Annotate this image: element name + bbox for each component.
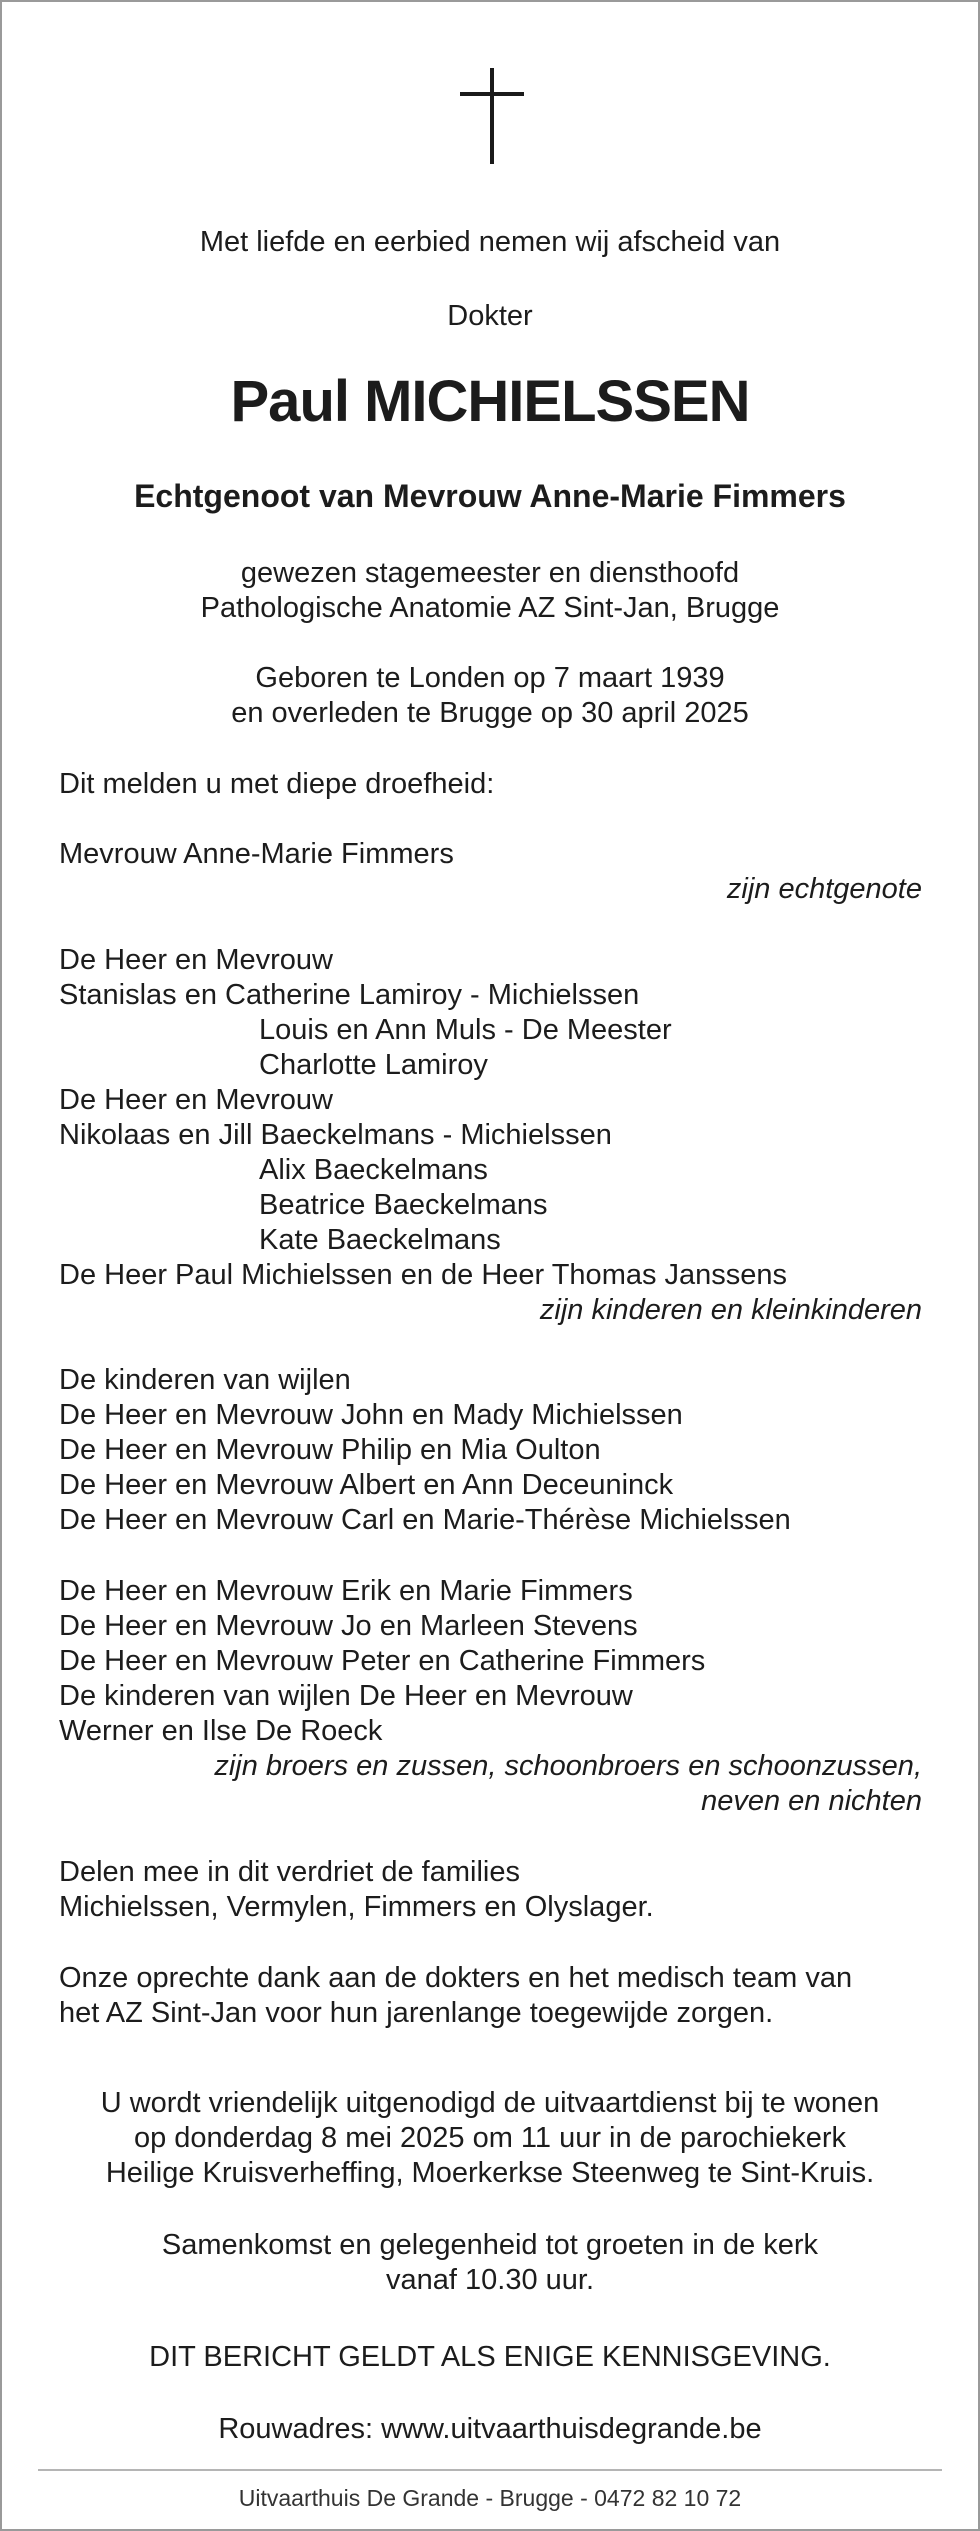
funeral-line: U wordt vriendelijk uitgenodigd de uitvaartdienst bij te wonen bbox=[100, 2087, 880, 2119]
footer-divider bbox=[38, 2469, 942, 2471]
spouse-name: Mevrouw Anne-Marie Fimmers bbox=[59, 838, 454, 870]
grandchild-line: Alix Baeckelmans bbox=[259, 1154, 488, 1186]
intro-text: Met liefde en eerbied nemen wij afscheid van bbox=[199, 226, 781, 258]
children-line: De Heer Paul Michielssen en de Heer Thomas Janssens bbox=[59, 1259, 788, 1291]
siblings-role: zijn broers en zussen, schoonbroers en schoonzussen, bbox=[214, 1750, 922, 1782]
children-line: Stanislas en Catherine Lamiroy - Michielssen bbox=[59, 979, 640, 1011]
footer-text: Uitvaarthuis De Grande - Brugge - 0472 82 10 72 bbox=[238, 2485, 742, 2511]
address-text: Rouwadres: www.uitvaarthuisdegrande.be bbox=[218, 2413, 762, 2445]
children-role: zijn kinderen en kleinkinderen bbox=[539, 1294, 922, 1326]
birth-line: Geboren te Londen op 7 maart 1939 bbox=[255, 662, 725, 694]
sibling-line: De Heer en Mevrouw Philip en Mia Oulton bbox=[59, 1434, 601, 1466]
families-line: Delen mee in dit verdriet de families bbox=[59, 1856, 520, 1888]
sibling-line: De Heer en Mevrouw John en Mady Michielssen bbox=[59, 1399, 683, 1431]
grandchild-line: Beatrice Baeckelmans bbox=[259, 1189, 548, 1221]
career-line-1: gewezen stagemeester en diensthoofd bbox=[240, 557, 740, 589]
sibling-line: Werner en Ilse De Roeck bbox=[59, 1715, 383, 1747]
sibling-line: De Heer en Mevrouw Albert en Ann Deceuninck bbox=[59, 1469, 674, 1501]
notice-text: DIT BERICHT GELDT ALS ENIGE KENNISGEVING. bbox=[149, 2341, 831, 2373]
funeral-line: Heilige Kruisverheffing, Moerkerkse Steenweg te Sint-Kruis. bbox=[105, 2157, 875, 2189]
sibling-line: De Heer en Mevrouw Jo en Marleen Stevens bbox=[59, 1610, 638, 1642]
sibling-line: De Heer en Mevrouw Carl en Marie-Thérèse Michielssen bbox=[59, 1504, 791, 1536]
deceased-name: Paul MICHIELSSEN bbox=[230, 369, 750, 434]
sibling-line: De Heer en Mevrouw Erik en Marie Fimmers bbox=[59, 1575, 633, 1607]
spouse-subtitle: Echtgenoot van Mevrouw Anne-Marie Fimmers bbox=[134, 478, 846, 514]
children-line: De Heer en Mevrouw bbox=[59, 944, 333, 976]
grandchild-line: Charlotte Lamiroy bbox=[259, 1049, 488, 1081]
announce-text: Dit melden u met diepe droefheid: bbox=[59, 768, 495, 800]
death-line: en overleden te Brugge op 30 april 2025 bbox=[231, 697, 749, 729]
sibling-line: De Heer en Mevrouw Peter en Catherine Fimmers bbox=[59, 1645, 706, 1677]
families-line: Michielssen, Vermylen, Fimmers en Olyslager. bbox=[59, 1891, 654, 1923]
career-line-2: Pathologische Anatomie AZ Sint-Jan, Brugge bbox=[200, 592, 780, 624]
thanks-line: het AZ Sint-Jan voor hun jarenlange toegewijde zorgen. bbox=[59, 1997, 774, 2029]
grandchild-line: Kate Baeckelmans bbox=[259, 1224, 501, 1256]
sibling-line: De kinderen van wijlen De Heer en Mevrouw bbox=[59, 1680, 633, 1712]
gathering-line: vanaf 10.30 uur. bbox=[386, 2264, 594, 2296]
children-line: Nikolaas en Jill Baeckelmans - Michielssen bbox=[59, 1119, 612, 1151]
sibling-line: De kinderen van wijlen bbox=[59, 1364, 351, 1396]
thanks-line: Onze oprechte dank aan de dokters en het medisch team van bbox=[59, 1962, 853, 1994]
gathering-line: Samenkomst en gelegenheid tot groeten in de kerk bbox=[161, 2229, 819, 2261]
grandchild-line: Louis en Ann Muls - De Meester bbox=[259, 1014, 672, 1046]
title-prefix: Dokter bbox=[447, 300, 533, 332]
children-line: De Heer en Mevrouw bbox=[59, 1084, 333, 1116]
funeral-line: op donderdag 8 mei 2025 om 11 uur in de parochiekerk bbox=[133, 2122, 847, 2154]
spouse-role: zijn echtgenote bbox=[726, 873, 922, 905]
siblings-role: neven en nichten bbox=[701, 1785, 922, 1817]
